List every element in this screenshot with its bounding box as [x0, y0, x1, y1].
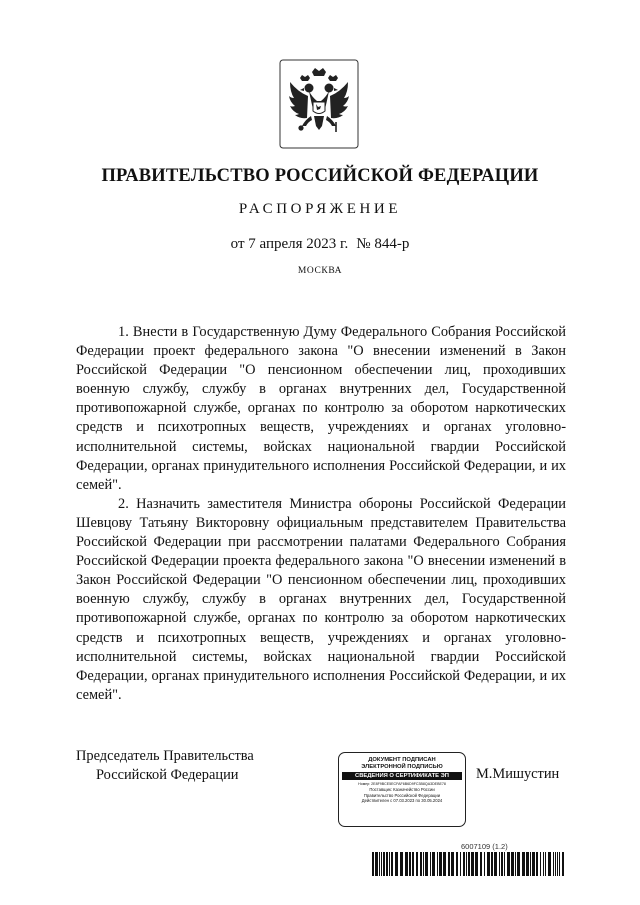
document-date: от 7 апреля 2023 г. [230, 236, 349, 252]
document-body [76, 323, 566, 705]
barcode-icon [372, 852, 568, 876]
stamp-line2: ЭЛЕКТРОННОЙ ПОДПИСЬЮ [361, 764, 443, 770]
signer-position [76, 747, 254, 785]
stamp-validity: Действителен с 07.03.2023 по 30.05.2024 [361, 798, 443, 804]
stamp-line1: ДОКУМЕНТ ПОДПИСАН [368, 757, 436, 763]
stamp-issuer-line1: Поставщик: Казначейство России [369, 787, 435, 792]
signer-name: М.Мишустин [476, 766, 560, 782]
signer-position-line2: Российской Федерации [96, 767, 239, 783]
electronic-signature-stamp [338, 752, 466, 827]
coat-of-arms-icon [278, 58, 360, 150]
document-code: 6007109 (1.2) [461, 842, 508, 851]
city: МОСКВА [297, 266, 343, 276]
government-title: ПРАВИТЕЛЬСТВО РОССИЙСКОЙ ФЕДЕРАЦИИ [101, 166, 539, 186]
document-type: РАСПОРЯЖЕНИЕ [238, 201, 402, 217]
paragraph-2: 2. Назначить заместителя Министра обороны Российской Федерации Шевцову Татьяну Викторовну официальным представителем Правительства Российской Федерации при рассмотрении палатами Федерального Собрания Российской Федерации проекта федерального закона "О внесении изменений в Закон Российской Федерации "О пенсионном обеспечении лиц, проходивших военную службу, службу в органах внутренних дел, Государственной противопожарной службе, органах по контролю за оборотом наркотических средств и психотропных веществ, учреждениях и органах уголовно-исполнительной системы, войсках национальной гвардии Российской Федерации, органах принудительного исполнения Российской Федерации, и их семей". [76, 495, 566, 703]
stamp-certificate: Номер: 2E8F9BCE5ECFAF6B6D9FC3B8QA3DEBE78 [358, 782, 446, 786]
paragraph-1: 1. Внести в Государственную Думу Федерального Собрания Российской Федерации проект федерального закона "О внесении изменений в Закон Российской Федерации "О пенсионном обеспечении лиц, проходивших военную службу, службу в органах внутренних дел, Государственной противопожарной службе, органах по контролю за оборотом наркотических средств и психотропных веществ, учреждениях и органах уголовно-исполнительной системы, войсках национальной гвардии Российской Федерации, органах принудительного исполнения Российской Федерации, и их семей". [76, 324, 566, 493]
signer-position-line1: Председатель Правительства [76, 748, 254, 764]
document-number: № 844-р [356, 236, 410, 252]
document-date-number [0, 236, 640, 253]
stamp-issuer-line2: Правительство Российской Федерации [363, 792, 441, 798]
stamp-line3: СВЕДЕНИЯ О СЕРТИФИКАТЕ ЭП [342, 772, 462, 780]
